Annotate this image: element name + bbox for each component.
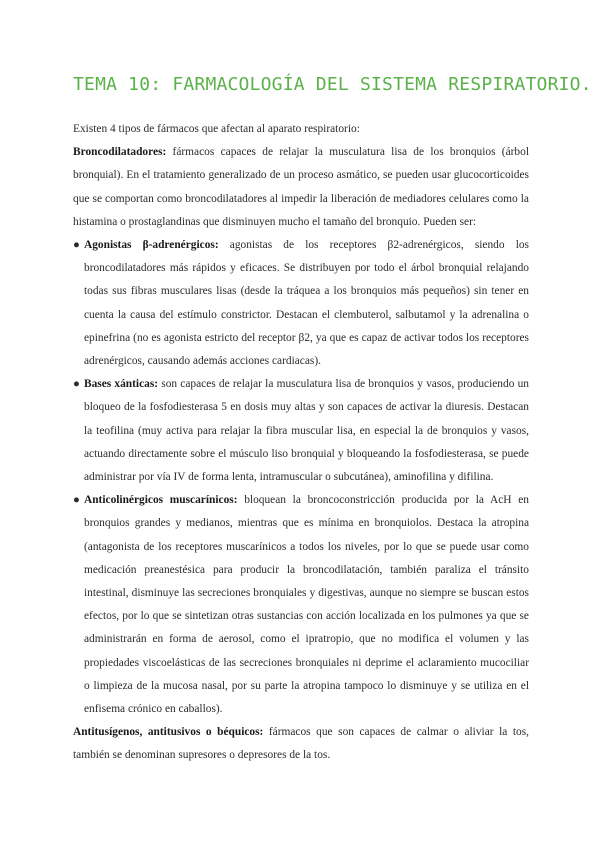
bullet-text: son capaces de relajar la musculatura lisa de bronquios y vasos, produciendo un bloqueo de la fosfodiesterasa 5 en dosis muy altas y son capaces de activar la diuresis. Destacan la teofilina (muy activa para relajar la fibra muscular lisa, en especial la de bronquios y vasos, actuando directamente sobre el músculo liso bronquial y bloqueando la fosfodiesterasa, se puede administrar por vía IV de forma lenta, intramuscular o subcutánea), aminofilina y difilina. — [84, 378, 529, 484]
bullet-dot-icon: ● — [73, 494, 80, 507]
bullet-text: bloquean la broncoconstricción producida por la AcH en bronquios grandes y medianos, mientras que es mínima en bronquiolos. Destaca la atropina (antagonista de los receptores muscarínicos a todos los niveles, por lo que se puede usar como medicación preanestésica para producir la broncodilatación, también paraliza el tránsito intestinal, disminuye las secreciones bronquiales y digestivas, aunque no siempre se buscan estos efectos, por lo que se sintetizan otras sustancias con acción localizada en los pulmones ya que se administrarán en forma de aerosol, como el ipratropio, que no modifica el volumen y las propiedades viscoelásticas de las secreciones bronquiales ni deprime el aclaramiento mucociliar o limpieza de la mucosa nasal, por su parte la atropina tampoco lo disminuye y se utiliza en el enfisema crónico en caballos). — [84, 494, 529, 716]
bullet-anticolinergicos — [73, 489, 529, 721]
document-body — [73, 118, 529, 768]
paragraph-text: fármacos capaces de relajar la musculatura lisa de los bronquios (árbol bronquial). En el tratamiento generalizado de un proceso asmático, se pueden usar glucocorticoides que se comportan como broncodilatadores al impedir la liberación de mediadores celulares como la histamina o prostaglandinas que disminuyen mucho el tamaño del bronquio. Pueden ser: — [73, 146, 529, 228]
bullet-heading: Anticolinérgicos muscarínicos: — [84, 494, 238, 507]
paragraph-text: fármacos que son capaces de calmar o aliviar la tos, también se denominan supresores o depresores de la tos. — [73, 726, 529, 762]
antitusigenos-paragraph — [73, 721, 529, 767]
broncodilatadores-paragraph — [73, 141, 529, 234]
page-title: TEMA 10: FARMACOLOGÍA DEL SISTEMA RESPIRATORIO. — [73, 74, 592, 95]
bullet-dot-icon: ● — [73, 239, 80, 252]
bullet-dot-icon: ● — [73, 378, 80, 391]
intro-paragraph: Existen 4 tipos de fármacos que afectan al aparato respiratorio: — [73, 123, 360, 135]
section-heading: Broncodilatadores: — [73, 146, 167, 159]
bullet-text: agonistas de los receptores β2-adrenérgicos, siendo los broncodilatadores más rápidos y eficaces. Se distribuyen por todo el árbol bronquial relajando todas sus fibras musculares lisas (desde la tráquea a los bronquios más pequeños) sin tener en cuenta la causa del estímulo constrictor. Destacan el clembuterol, salbutamol y la adrenalina o epinefrina (no es agonista estricto del receptor β2, ya que es capaz de activar todos los receptores adrenérgicos, causando además acciones cardiacas). — [84, 239, 529, 368]
bullet-heading: Agonistas β-adrenérgicos: — [84, 239, 219, 252]
bullet-bases-xanticas — [73, 373, 529, 489]
bullet-heading: Bases xánticas: — [84, 378, 159, 391]
section-heading: Antitusígenos, antitusivos o béquicos: — [73, 726, 264, 739]
bullet-agonistas — [73, 234, 529, 373]
